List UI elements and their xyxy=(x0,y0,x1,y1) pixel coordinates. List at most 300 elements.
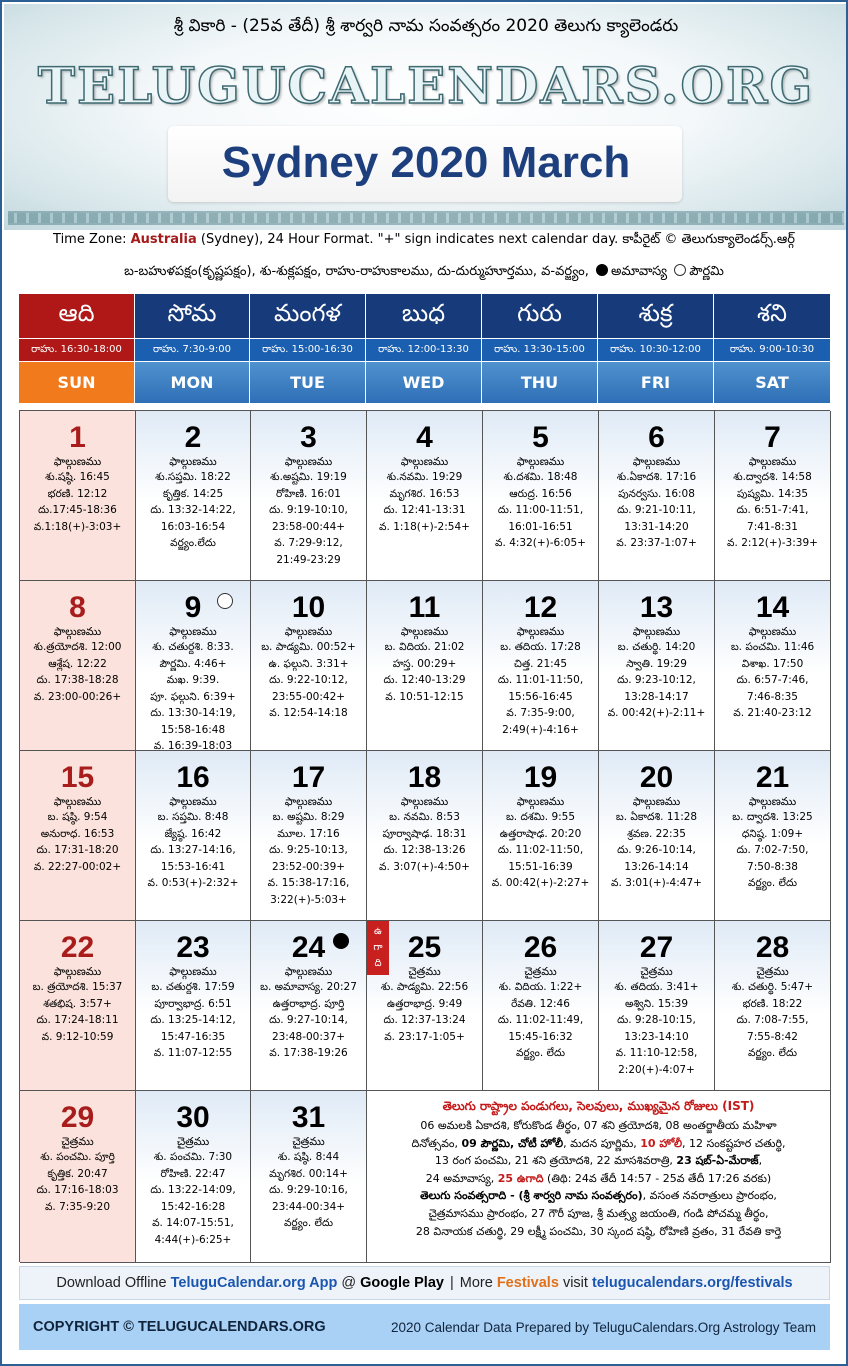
page-title: Sydney 2020 March xyxy=(221,138,631,187)
weekday-english: TUE xyxy=(250,362,365,403)
lunar-month: ఫాల్గుణము xyxy=(169,965,217,978)
panchang-line: 15:51-16:39 xyxy=(508,860,573,873)
day-number: 14 xyxy=(755,591,790,624)
panchang-line: వ. 9:12-10:59 xyxy=(41,1030,114,1043)
day-number: 17 xyxy=(291,761,326,794)
day-cell[interactable] xyxy=(136,751,251,921)
weekday-wed xyxy=(366,294,482,403)
panchang-line: హస్త. 00:29+ xyxy=(392,657,457,670)
panchang-line: రోహిణి. 22:47 xyxy=(160,1167,226,1180)
lunar-month: చైత్రము xyxy=(292,1135,325,1148)
weekday-telugu: బుధ xyxy=(366,294,481,338)
panchang-line: వ. 14:07-15:51, xyxy=(152,1217,234,1229)
day-cell[interactable] xyxy=(251,1091,367,1263)
day-cell[interactable] xyxy=(251,921,367,1091)
panchang-line: శు. చతుర్థి. 5:47+ xyxy=(731,981,814,993)
day-number: 2 xyxy=(184,421,202,454)
header-banner xyxy=(4,4,848,230)
day-cell[interactable] xyxy=(367,751,483,921)
panchang-line: వర్జ్యం. లేదు xyxy=(747,877,798,889)
day-cell[interactable] xyxy=(367,581,483,751)
panchang-line: పునర్వసు. 16:08 xyxy=(618,487,695,500)
weekday-english: WED xyxy=(366,362,481,403)
panchang-line: వ. 7:35-9:00, xyxy=(506,707,575,719)
panchang-line: ఉత్తరాషాఢ. 20:20 xyxy=(499,827,582,840)
panchang-line: అశ్విని. 15:39 xyxy=(624,997,689,1010)
lunar-month: ఫాల్గుణము xyxy=(516,795,565,808)
panchang-line: దు. 9:27-10:14, xyxy=(269,1014,348,1026)
festival-text: (తిథి: 24వ తేదీ 14:57 - 25వ తేదీ 17:26 వరకు) xyxy=(543,1171,772,1185)
panchang-line: అనురాధ. 16:53 xyxy=(40,827,115,840)
panchang-line: 23:55-00:42+ xyxy=(271,690,346,703)
weekday-telugu: శని xyxy=(714,294,830,338)
more-text: More xyxy=(459,1275,493,1291)
legend-full-moon: పౌర్ణమి xyxy=(689,264,724,279)
panchang-line: ఆరుద్ర. 16:56 xyxy=(509,487,572,500)
year-subtitle: శ్రీ వికారి - (25వ తేదీ) శ్రీ శార్వరి నామ సంవత్సరం 2020 తెలుగు క్యాలెండరు xyxy=(173,16,679,36)
separator: | xyxy=(449,1275,454,1291)
festival-text: , వసంత నవరాత్రులు ప్రారంభం, xyxy=(642,1189,777,1203)
panchang-line: బ. విదియ. 21:02 xyxy=(384,641,465,653)
day-cell[interactable] xyxy=(20,751,136,921)
weekday-english: THU xyxy=(482,362,597,403)
panchang-line: 3:22(+)-5:03+ xyxy=(270,893,347,906)
legend-text: బ-బహుళపక్షం(కృష్ణపక్షం), శు-శుక్లపక్షం, రాహు-రాహుకాలము, దు-దుర్ముహూర్తము, వ-వర్జ్యం, xyxy=(124,264,589,279)
panchang-line: దు. 9:26-10:14, xyxy=(617,844,696,856)
panchang-line: వ. 22:27-00:02+ xyxy=(33,860,122,873)
timezone-country: Australia xyxy=(130,232,197,247)
panchang-line: 7:55-8:42 xyxy=(747,1030,798,1043)
panchang-line: శు. తదియ. 3:41+ xyxy=(614,981,699,993)
lunar-month: ఫాల్గుణము xyxy=(748,795,797,808)
panchang-line: దు. 7:08-7:55, xyxy=(736,1014,809,1026)
festival-tag-letter: ఉ xyxy=(374,926,382,937)
day-cell[interactable] xyxy=(20,1091,136,1263)
at-sign: @ xyxy=(341,1275,357,1291)
weekday-telugu: శుక్ర xyxy=(598,294,713,338)
panchang-line: దు. 9:22-10:12, xyxy=(269,674,348,686)
day-cell[interactable] xyxy=(599,411,715,581)
festival-line: 28 వినాయక చతుర్థి, 29 లక్ష్మీ పంచమి, 30 స్కంద షష్ఠి, రోహిణి వ్రతం, 31 రేవతి కార్తె xyxy=(415,1224,782,1238)
lunar-month: ఫాల్గుణము xyxy=(632,455,681,468)
lunar-month: ఫాల్గుణము xyxy=(516,455,565,468)
festival-text: 24 అమావాస్య, xyxy=(425,1171,498,1185)
panchang-line: జ్యేష్ఠ. 16:42 xyxy=(164,827,222,840)
panchang-line: వ.1:18(+)-3:03+ xyxy=(33,520,122,533)
new-moon-icon xyxy=(333,933,349,949)
weekday-mon xyxy=(135,294,250,403)
weekday-tue xyxy=(250,294,366,403)
day-cell[interactable] xyxy=(136,411,251,581)
day-number: 10 xyxy=(291,591,326,624)
day-number: 4 xyxy=(416,421,433,454)
panchang-line: భరణి. 12:12 xyxy=(47,487,108,500)
panchang-line: 13:26-14:14 xyxy=(624,860,689,873)
panchang-line: దు. 6:51-7:41, xyxy=(736,504,809,516)
panchang-line: 23:44-00:34+ xyxy=(271,1200,346,1213)
panchang-line: దు. 12:40-13:29 xyxy=(383,674,466,686)
day-number: 22 xyxy=(60,931,95,964)
panchang-line: బ. షష్ఠి. 9:54 xyxy=(47,811,108,823)
panchang-line: వర్జ్యం. లేదు xyxy=(283,1217,334,1229)
weekday-english: SUN xyxy=(19,362,134,403)
panchang-line: 7:46-8:35 xyxy=(747,690,798,703)
panchang-line: రోహిణి. 16:01 xyxy=(276,487,341,500)
panchang-line: శు.షష్ఠి. 16:45 xyxy=(45,471,110,483)
lunar-month: ఫాల్గుణము xyxy=(632,625,681,638)
festival-highlight: 09 పౌర్ణమి, చోటీ హోలీ xyxy=(461,1136,564,1150)
panchang-line: బ. దశమి. 9:55 xyxy=(505,811,576,823)
day-number: 12 xyxy=(523,591,558,624)
festivals-link[interactable]: Festivals xyxy=(496,1275,559,1291)
panchang-line: పూ. ఫల్గుని. 6:39+ xyxy=(150,690,236,703)
lunar-month: ఫాల్గుణము xyxy=(400,625,449,638)
abbreviation-legend xyxy=(2,264,846,282)
panchang-line: వ. 23:00-00:26+ xyxy=(33,690,122,703)
panchang-line: వర్జ్యం. లేదు xyxy=(747,1047,798,1059)
panchang-line: దు. 11:02-11:50, xyxy=(497,844,584,856)
panchang-line: దు. 9:21-10:11, xyxy=(617,504,696,516)
day-number: 19 xyxy=(523,761,558,794)
panchang-line: వ. 3:01(+)-4:47+ xyxy=(611,877,702,889)
panchang-line: వ. 11:07-12:55 xyxy=(153,1047,233,1059)
day-number: 13 xyxy=(639,591,674,624)
panchang-line: పుష్యమి. 14:35 xyxy=(736,487,809,500)
panchang-line: బ. పంచమి. 11:46 xyxy=(730,641,815,653)
panchang-line: పౌర్ణమి. 4:46+ xyxy=(159,657,227,670)
panchang-line: దు. 7:02-7:50, xyxy=(736,844,809,856)
panchang-line: ఉత్తరాభాద్ర. 9:49 xyxy=(386,997,463,1010)
festival-line xyxy=(373,1170,824,1188)
panchang-line: 2:49(+)-4:16+ xyxy=(502,723,579,736)
download-text: Download Offline xyxy=(56,1275,167,1291)
panchang-line: బ. అష్టమి. 8:29 xyxy=(272,811,345,823)
day-cell[interactable] xyxy=(251,751,367,921)
day-cell[interactable] xyxy=(715,751,831,921)
panchang-line: దు. 13:32-14:22, xyxy=(150,504,236,516)
weekday-fri xyxy=(598,294,714,403)
lunar-month: చైత్రము xyxy=(408,965,441,978)
panchang-line: 2:20(+)-4:07+ xyxy=(618,1063,695,1076)
day-cell[interactable] xyxy=(136,1091,251,1263)
panchang-line: 4:44(+)-6:25+ xyxy=(154,1233,232,1246)
panchang-line: 15:56-16:45 xyxy=(508,690,573,703)
panchang-line: బ. త్రయోదశి. 15:37 xyxy=(32,981,123,993)
weekday-rahu: రాహు. 12:00-13:30 xyxy=(366,338,481,362)
panchang-line: దు. 6:57-7:46, xyxy=(736,674,809,686)
day-number: 24 xyxy=(291,931,326,964)
panchang-line: పూర్వాభాద్ర. 6:51 xyxy=(154,997,232,1010)
weekday-english: FRI xyxy=(598,362,713,403)
ornamental-divider xyxy=(8,211,844,225)
weekday-rahu: రాహు. 7:30-9:00 xyxy=(135,338,249,362)
panchang-line: 13:31-14:20 xyxy=(624,520,689,533)
panchang-line: వ. 12:54-14:18 xyxy=(269,707,348,719)
panchang-line: దు. 11:02-11:49, xyxy=(497,1014,584,1026)
festival-highlight: 23 షబ్-ఏ-మేరాజ్ xyxy=(676,1154,759,1168)
lunar-month: ఫాల్గుణము xyxy=(284,625,333,638)
panchang-line: శు. పంచమి. 7:30 xyxy=(153,1151,233,1163)
weekday-thu xyxy=(482,294,598,403)
day-number: 27 xyxy=(639,931,674,964)
weekday-rahu: రాహు. 13:30-15:00 xyxy=(482,338,597,362)
site-logo-title[interactable]: TELUGUCALENDARS.ORG xyxy=(37,56,815,115)
day-number: 1 xyxy=(69,421,86,454)
panchang-line: దు. 12:37-13:24 xyxy=(383,1014,466,1026)
panchang-line: వ. 17:38-19:26 xyxy=(269,1047,348,1059)
day-number: 7 xyxy=(764,421,781,454)
panchang-line: వ. 00:42(+)-2:11+ xyxy=(607,707,706,719)
panchang-line: 23:52-00:39+ xyxy=(271,860,346,873)
panchang-line: బ. సప్తమి. 8:48 xyxy=(157,811,229,823)
day-cell[interactable] xyxy=(251,581,367,751)
panchang-line: మృగశిర. 00:14+ xyxy=(269,1167,348,1180)
lunar-month: ఫాల్గుణము xyxy=(284,795,333,808)
festivals-title: తెలుగు రాష్ట్రాల పండుగలు, సెలవులు, ముఖ్యమైన రోజులు (IST) xyxy=(442,1099,755,1113)
day-cell[interactable] xyxy=(483,581,599,751)
weekday-english: SAT xyxy=(714,362,830,403)
panchang-line: వ. 23:17-1:05+ xyxy=(384,1030,465,1043)
panchang-line: వర్జ్యం. లేదు xyxy=(515,1047,566,1059)
day-number: 25 xyxy=(407,931,442,964)
panchang-line: పూర్వాషాఢ. 18:31 xyxy=(382,827,467,840)
day-number: 16 xyxy=(176,761,210,794)
weekday-sun xyxy=(19,294,135,403)
festival-line xyxy=(373,1187,824,1205)
weekday-english: MON xyxy=(135,362,249,403)
panchang-line: శు.నవమి. 19:29 xyxy=(386,471,463,483)
day-number: 30 xyxy=(176,1101,210,1134)
panchang-line: దు. 17:24-18:11 xyxy=(36,1014,119,1026)
panchang-line: వ. 23:37-1:07+ xyxy=(616,537,697,549)
copyright-bar xyxy=(19,1304,830,1350)
panchang-line: దు. 17:16-18:03 xyxy=(36,1184,119,1196)
festival-line: చైత్రమాసము ప్రారంభం, 27 గౌరీ పూజ, శ్రీ మత్స్య జయంతి, గండి పోచమ్మ తీర్థం, xyxy=(428,1206,769,1220)
panchang-line: మృగశిర. 16:53 xyxy=(389,487,460,500)
day-cell[interactable] xyxy=(483,411,599,581)
day-cell[interactable] xyxy=(483,751,599,921)
panchang-line: దు. 17:31-18:20 xyxy=(36,844,119,856)
day-number: 11 xyxy=(408,591,441,624)
lunar-month: ఫాల్గుణము xyxy=(53,625,102,638)
day-cell[interactable] xyxy=(715,411,831,581)
festival-tag-letter: గా xyxy=(373,942,383,953)
day-number: 8 xyxy=(69,591,86,624)
day-cell[interactable] xyxy=(367,411,483,581)
day-cell[interactable] xyxy=(20,581,136,751)
panchang-line: దు. 13:30-14:19, xyxy=(150,707,236,719)
day-number: 20 xyxy=(639,761,674,794)
day-number: 31 xyxy=(291,1101,326,1134)
festivals-url-link[interactable]: telugucalendars.org/festivals xyxy=(591,1275,793,1291)
weekday-telugu: గురు xyxy=(482,294,597,338)
panchang-line: దు. 11:01-11:50, xyxy=(497,674,584,686)
calendar-grid xyxy=(19,410,830,1262)
day-number: 29 xyxy=(60,1101,95,1134)
panchang-line: శు. పంచమి. పూర్తి xyxy=(40,1151,115,1163)
lunar-month: చైత్రము xyxy=(176,1135,210,1148)
panchang-line: దు. 13:27-14:16, xyxy=(150,844,236,856)
panchang-line: శు. చతుర్దశి. 8:33. xyxy=(152,641,234,653)
panchang-line: 23:58-00:44+ xyxy=(271,520,346,533)
panchang-line: వ. 16:39-18:03 xyxy=(153,740,233,751)
lunar-month: చైత్రము xyxy=(61,1135,94,1148)
panchang-line: వ. 7:35-9:20 xyxy=(44,1200,111,1213)
lunar-month: ఫాల్గుణము xyxy=(53,455,102,468)
festival-tag-letter: ది xyxy=(374,958,382,969)
festival-text: , 12 సంకష్టహర చతుర్థి, xyxy=(682,1136,786,1150)
weekday-rahu: రాహు. 10:30-12:00 xyxy=(598,338,713,362)
weekday-sat xyxy=(714,294,830,403)
weekday-telugu: ఆది xyxy=(19,294,134,338)
day-cell[interactable] xyxy=(599,751,715,921)
panchang-line: 15:45-16:32 xyxy=(508,1030,573,1043)
timezone-rest: (Sydney), 24 Hour Format. "+" sign indicates next calendar day. కాపీరైట్ © తెలుగుక్యాలెండర్స్.ఆర్గ్ xyxy=(196,232,795,247)
timezone-note xyxy=(2,232,846,250)
panchang-line: శు. షష్ఠి. 8:44 xyxy=(277,1151,340,1163)
panchang-line: శు.ఏకాదశి. 17:16 xyxy=(616,471,697,483)
panchang-line: శు.దశమి. 18:48 xyxy=(503,471,578,483)
day-cell[interactable] xyxy=(599,921,715,1091)
festival-text: దినోత్సవం, xyxy=(411,1136,462,1150)
lunar-month: చైత్రము xyxy=(524,965,557,978)
panchang-line: దు. 12:41-13:31 xyxy=(383,504,466,516)
day-cell[interactable] xyxy=(367,921,483,1091)
panchang-line: స్వాతి. 19:29 xyxy=(626,657,687,670)
day-number: 18 xyxy=(407,761,442,794)
lunar-month: ఫాల్గుణము xyxy=(284,455,333,468)
panchang-line: వ. 2:12(+)-3:39+ xyxy=(727,537,818,549)
weekday-header xyxy=(19,294,830,403)
panchang-line: 7:50-8:38 xyxy=(747,860,798,873)
panchang-line: బ. పాడ్యమి. 00:52+ xyxy=(261,641,356,653)
lunar-month: ఫాల్గుణము xyxy=(748,455,797,468)
panchang-line: కృత్తిక. 20:47 xyxy=(47,1167,108,1180)
panchang-line: బ. నవమి. 8:53 xyxy=(389,811,460,823)
panchang-line: శు.సప్తమి. 18:22 xyxy=(155,471,231,483)
panchang-line: వ. 7:29-9:12, xyxy=(274,537,343,549)
google-play-link[interactable]: Google Play xyxy=(360,1275,444,1291)
lunar-month: చైత్రము xyxy=(756,965,789,978)
panchang-line: ఆశ్లేష. 12:22 xyxy=(48,657,107,670)
lunar-month: ఫాల్గుణము xyxy=(169,795,217,808)
day-number: 6 xyxy=(648,421,665,454)
festivals-list xyxy=(373,1117,824,1240)
day-cell[interactable] xyxy=(20,411,136,581)
panchang-line: 16:01-16:51 xyxy=(508,520,573,533)
copyright-text: COPYRIGHT © TELUGUCALENDARS.ORG xyxy=(33,1319,326,1335)
day-number: 15 xyxy=(60,761,95,794)
lunar-month: ఫాల్గుణము xyxy=(284,965,333,978)
panchang-line: బ. చతుర్థి. 14:20 xyxy=(617,641,696,653)
festival-holiday: 10 హోలీ xyxy=(640,1136,683,1150)
panchang-line: వ. 10:51-12:15 xyxy=(385,690,464,703)
lunar-month: ఫాల్గుణము xyxy=(516,625,565,638)
panchang-line: వర్జ్యం.లేదు xyxy=(170,537,216,549)
day-cell[interactable] xyxy=(136,921,251,1091)
day-number: 3 xyxy=(300,421,317,454)
panchang-line: శు. విదియ. 1:22+ xyxy=(498,981,583,993)
lunar-month: ఫాల్గుణము xyxy=(169,625,217,638)
festival-line: 06 అమలకి ఏకాదశి, కోరుకొండ తీర్థం, 07 శని త్రయోదశి, 08 అంతర్జాతీయ మహిళా xyxy=(420,1119,777,1132)
lunar-month: ఫాల్గుణము xyxy=(169,455,217,468)
lunar-month: ఫాల్గుణము xyxy=(400,795,449,808)
panchang-line: కృత్తిక. 14:25 xyxy=(162,487,224,500)
panchang-line: దు. 13:25-14:12, xyxy=(150,1014,236,1026)
day-cell[interactable] xyxy=(715,921,831,1091)
panchang-line: 13:23-14:10 xyxy=(624,1030,689,1043)
panchang-line: వ. 15:38-17:16, xyxy=(267,877,350,889)
panchang-line: భరణి. 18:22 xyxy=(742,997,803,1010)
day-cell[interactable] xyxy=(136,581,251,751)
panchang-line: 15:53-16:41 xyxy=(160,860,226,873)
festival-line xyxy=(373,1152,824,1170)
day-cell[interactable] xyxy=(251,411,367,581)
panchang-line: చిత్త. 21:45 xyxy=(513,657,568,670)
panchang-line: 15:58-16:48 xyxy=(160,723,226,736)
day-cell[interactable] xyxy=(483,921,599,1091)
lunar-month: ఫాల్గుణము xyxy=(748,625,797,638)
full-moon-icon xyxy=(217,593,233,609)
panchang-line: శతభిష. 3:57+ xyxy=(43,997,112,1010)
lunar-month: ఫాల్గుణము xyxy=(53,795,102,808)
day-number: 28 xyxy=(755,931,790,964)
legend-new-moon: అమావాస్య xyxy=(611,264,668,279)
day-cell[interactable] xyxy=(599,581,715,751)
festival-text: 13 రంగ పంచమి, 21 శని త్రయోదశి, 22 మాసశివరాత్రి, xyxy=(434,1154,677,1168)
panchang-line: 13:28-14:17 xyxy=(624,690,689,703)
lunar-month: చైత్రము xyxy=(640,965,673,978)
day-cell[interactable] xyxy=(715,581,831,751)
panchang-line: వ. 00:42(+)-2:27+ xyxy=(491,877,590,889)
app-link[interactable]: TeluguCalendar.org App xyxy=(170,1275,338,1291)
weekday-telugu: సోమ xyxy=(135,294,249,338)
panchang-line: శు. పాడ్యమి. 22:56 xyxy=(380,981,469,993)
panchang-line: ధనిష్ఠ. 1:09+ xyxy=(741,827,804,840)
festival-holiday: 25 ఉగాది xyxy=(497,1171,544,1185)
lunar-month: ఫాల్గుణము xyxy=(400,455,449,468)
festival-line xyxy=(373,1135,824,1153)
festivals-panel xyxy=(367,1091,831,1263)
festival-highlight: తెలుగు సంవత్సరాది - (శ్రీ శార్వరి నామ సంవత్సరం) xyxy=(420,1189,643,1203)
panchang-line: విశాఖ. 17:50 xyxy=(741,657,804,670)
panchang-line: బ. తదియ. 17:28 xyxy=(500,641,581,653)
panchang-line: వ. 4:32(+)-6:05+ xyxy=(495,537,586,549)
day-number: 23 xyxy=(176,931,210,964)
panchang-line: 23:48-00:37+ xyxy=(271,1030,346,1043)
panchang-line: 7:41-8:31 xyxy=(747,520,798,533)
panchang-line: వ. 3:07(+)-4:50+ xyxy=(379,860,470,873)
day-cell[interactable] xyxy=(20,921,136,1091)
panchang-line: దు. 9:23-10:12, xyxy=(617,674,696,686)
panchang-line: దు.17:45-18:36 xyxy=(38,504,117,516)
panchang-line: దు. 9:19-10:10, xyxy=(269,504,348,516)
panchang-line: వ. 21:40-23:12 xyxy=(733,707,812,719)
panchang-line: 16:03-16:54 xyxy=(160,520,226,533)
panchang-line: శు.త్రయోదశి. 12:00 xyxy=(33,641,122,653)
panchang-line: దు. 9:25-10:13, xyxy=(269,844,348,856)
panchang-line: శు.ద్వాదశి. 14:58 xyxy=(733,471,812,483)
full-moon-icon xyxy=(674,264,686,276)
download-bar xyxy=(19,1266,830,1300)
panchang-line: 21:49-23:29 xyxy=(276,553,341,566)
weekday-rahu: రాహు. 16:30-18:00 xyxy=(19,338,134,362)
festival-text: , మదన పూర్ణిమ, xyxy=(563,1136,641,1150)
panchang-line: బ. ఏకాదశి. 11:28 xyxy=(615,811,698,823)
panchang-line: దు. 9:28-10:15, xyxy=(617,1014,696,1026)
panchang-line: బ. ద్వాదశి. 13:25 xyxy=(732,811,813,823)
ugadi-festival-tag xyxy=(367,921,389,975)
